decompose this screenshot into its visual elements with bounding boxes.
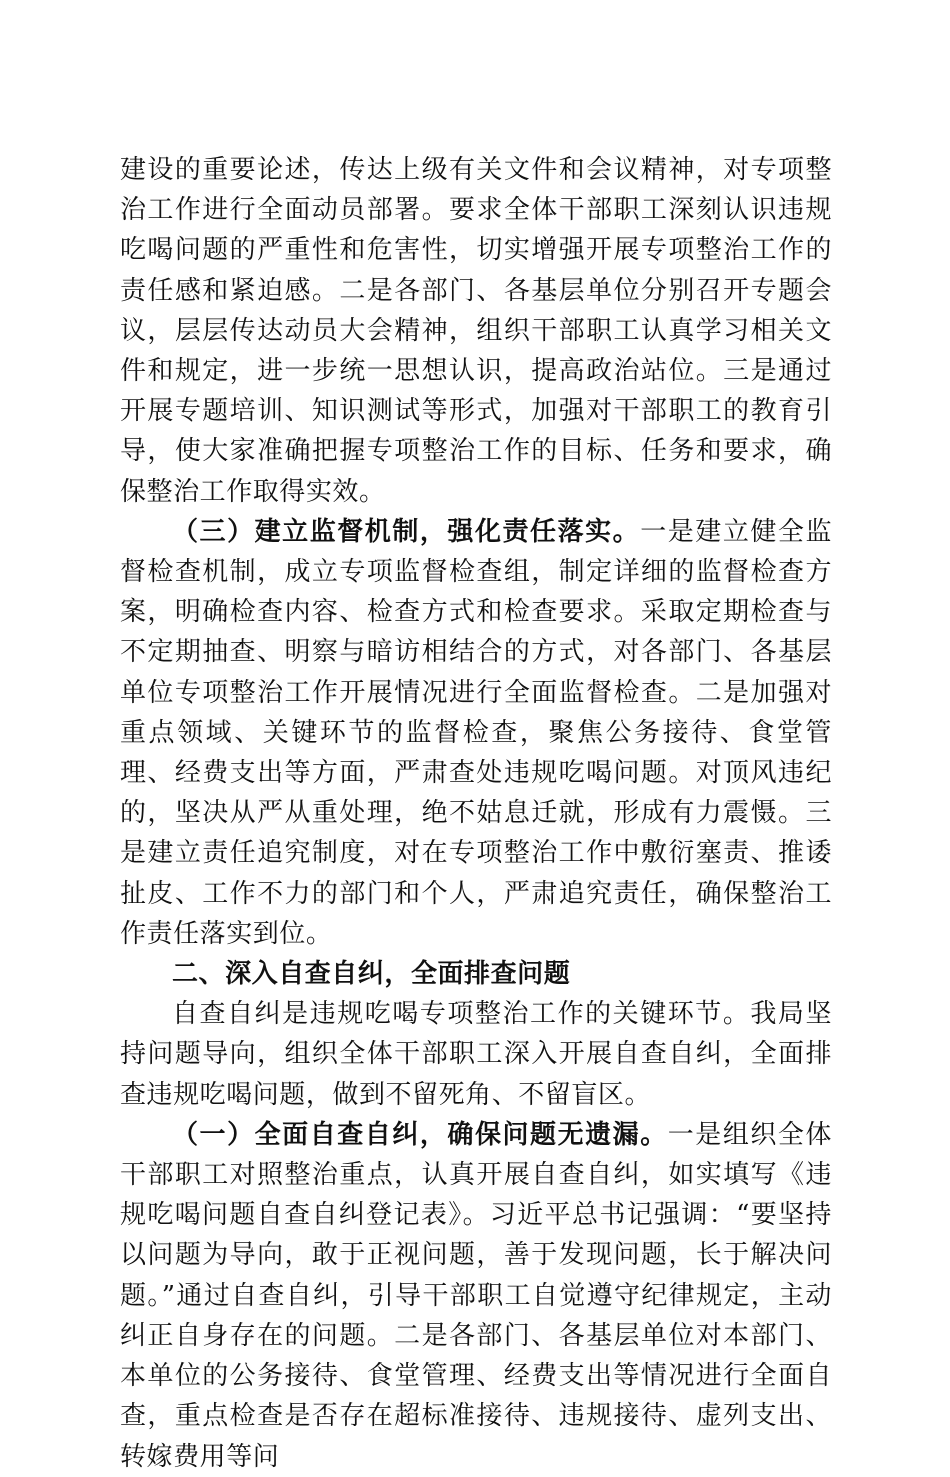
section-heading-2: 二、深入自查自纠，全面排查问题 bbox=[172, 959, 571, 990]
body-paragraph-continued: 建设的重要论述，传达上级有关文件和会议精神，对专项整治工作进行全面动员部署。要求全体干部职工深刻认识违规吃喝问题的严重性和危害性，切实增强开展专项整治工作的责任感和紧迫感。二是各部门、各基层单位分别召开专题会议，层层传达动员大会精神，组织干部职工认真学习相关文件和规定，进一步统一思想认识，提高政治站位。三是通过开展专题培训、知识测试等形式，加强对干部职工的教育引导，使大家准确把握专项整治工作的目标、任务和要求，确保整治工作取得实效。 bbox=[120, 155, 832, 507]
section-intro-paragraph: 自查自纠是违规吃喝专项整治工作的关键环节。我局坚持问题导向，组织全体干部职工深入开展自查自纠，全面排查违规吃喝问题，做到不留死角、不留盲区。 bbox=[120, 999, 832, 1110]
document-body bbox=[120, 150, 832, 1477]
subsection-paragraph-3 bbox=[120, 512, 832, 954]
subsection-paragraph-1 bbox=[120, 1115, 832, 1477]
subsection-text-1: 一是组织全体干部职工对照整治重点，认真开展自查自纠，如实填写《违规吃喝问题自查自纠登记表》。习近平总书记强调：“要坚持以问题为导向，敢于正视问题，善于发现问题，长于解决问题。”通过自查自纠，引导干部职工自觉遵守纪律规定，主动纠正自身存在的问题。二是各部门、各基层单位对本部门、本单位的公务接待、食堂管理、经费支出等情况进行全面自查，重点检查是否存在超标准接待、违规接待、虚列支出、转嫁费用等问 bbox=[120, 1119, 832, 1472]
subsection-lead-3: （三）建立监督机制，强化责任落实。 bbox=[172, 516, 641, 547]
subsection-lead-1: （一）全面自查自纠，确保问题无遗漏。 bbox=[172, 1119, 668, 1150]
subsection-text-3: 一是建立健全监督检查机制，成立专项监督检查组，制定详细的监督检查方案，明确检查内容、检查方式和检查要求。采取定期检查与不定期抽查、明察与暗访相结合的方式，对各部门、各基层单位专项整治工作开展情况进行全面监督检查。二是加强对重点领域、关键环节的监督检查，聚焦公务接待、食堂管理、经费支出等方面，严肃查处违规吃喝问题。对顶风违纪的，坚决从严从重处理，绝不姑息迁就，形成有力震慑。三是建立责任追究制度，对在专项整治工作中敷衍塞责、推诿扯皮、工作不力的部门和个人，严肃追究责任，确保整治工作责任落实到位。 bbox=[120, 516, 832, 949]
